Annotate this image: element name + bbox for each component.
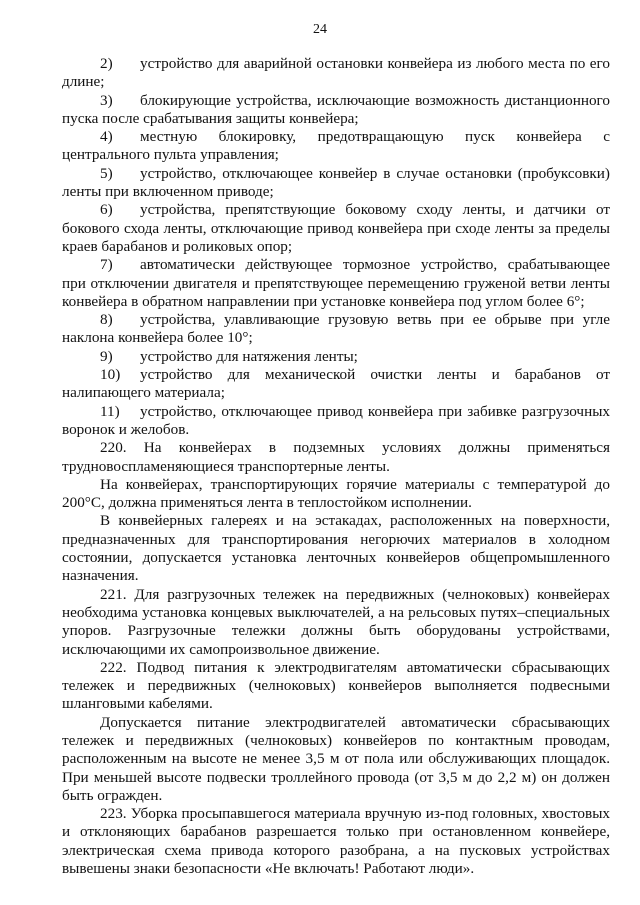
- list-item: [62, 201, 610, 256]
- paragraph-text: 221. Для разгрузочных тележек на передвижных (челноковых) конвейерах необходима установка концевых выключателей, а на рельсовых путях–специальных упоров. Разгрузочные тележки должны быть оборудованы устройствами, исключающими их самопроизвольное движение.: [62, 585, 610, 658]
- paragraph: [62, 476, 610, 513]
- paragraph-text: устройство для аварийной остановки конвейера из любого места по его длине;: [62, 55, 610, 91]
- paragraph: [62, 512, 610, 585]
- paragraph-text: устройство для механической очистки ленты и барабанов от налипающего материала;: [62, 366, 610, 402]
- list-item-number: 7): [100, 256, 113, 274]
- paragraph-text: устройства, улавливающие грузовую ветвь при ее обрыве при угле наклона конвейера более 10°;: [62, 311, 610, 347]
- paragraph-text: На конвейерах, транспортирующих горячие материалы с температурой до 200°C, должна применяться лента в теплостойком исполнении.: [62, 475, 610, 512]
- list-item-number: 9): [100, 347, 113, 365]
- list-item-number: 6): [100, 201, 113, 219]
- list-item-number: 10): [100, 366, 121, 384]
- page-number: 24: [313, 22, 327, 37]
- list-item-number: 3): [100, 91, 113, 109]
- paragraph: [62, 439, 610, 476]
- list-item: [62, 403, 610, 440]
- list-item: [62, 128, 610, 165]
- paragraph-text: Допускается питание электродвигателей автоматически сбрасывающих тележек и передвижных (челноковых) конвейеров по контактным проводам, расположенным на высоте не менее 3,5 м от пола или обслуживающих площадок. При меньшей высоте подвески троллейного провода (от 3,5 м до 2,2 м) он должен быть огражден.: [62, 713, 610, 804]
- paragraph: [62, 714, 610, 805]
- paragraph-text: устройство для натяжения ленты;: [140, 347, 358, 365]
- paragraph-text: 220. На конвейерах в подземных условиях должны применяться трудновоспламеняющиеся транспортерные ленты.: [62, 439, 610, 475]
- list-item: [62, 311, 610, 348]
- paragraph-text: В конвейерных галереях и на эстакадах, расположенных на поверхности, предназначенных для транспортирования негорючих материалов в холодном состоянии, допускается установка ленточных конвейеров общепромышленного назначения.: [62, 512, 610, 585]
- list-item: [62, 55, 610, 92]
- paragraph-text: устройства, препятствующие боковому сходу ленты, и датчики от бокового схода ленты, отключающие привод конвейера при сходе ленты за пределы краев барабанов и роликовых опор;: [62, 201, 610, 255]
- list-item-number: 8): [100, 311, 113, 329]
- list-item-number: 4): [100, 128, 113, 146]
- paragraph-text: местную блокировку, предотвращающую пуск конвейера с центрального пульта управления;: [62, 128, 610, 164]
- paragraph-text: 222. Подвод питания к электродвигателям автоматически сбрасывающих тележек и передвижных (челноковых) конвейеров выполняется подвесными шланговыми кабелями.: [62, 658, 610, 713]
- document-body: [62, 55, 610, 878]
- list-item-number: 2): [100, 55, 113, 72]
- list-item: [62, 256, 610, 311]
- list-item: [62, 165, 610, 202]
- paragraph-text: 223. Уборка просыпавшегося материала вручную из-под головных, хвостовых и отклоняющих барабанов разрешается только при остановленном конвейере, электрическая схема привода которого разобрана, а на пусковых устройствах вывешены знаки безопасности «Не включать! Работают люди».: [62, 805, 610, 878]
- list-item-number: 5): [100, 164, 113, 182]
- paragraph-text: блокирующие устройства, исключающие возможность дистанционного пуска после срабатывания защиты конвейера;: [62, 91, 610, 127]
- list-item-number: 11): [100, 402, 120, 420]
- paragraph-text: автоматически действующее тормозное устройство, срабатывающее при отключении двигателя и препятствующее перемещению груженой ветви ленты конвейера в обратном направлении при установке конвейера под углом более 6°;: [62, 256, 610, 310]
- paragraph-text: устройство, отключающее конвейер в случае остановки (пробуксовки) ленты при включенном приводе;: [62, 164, 610, 201]
- paragraph: [62, 586, 610, 659]
- list-item: [62, 348, 610, 366]
- list-item: [62, 92, 610, 129]
- paragraph-text: устройство, отключающее привод конвейера при забивке разгрузочных воронок и желобов.: [62, 402, 610, 438]
- paragraph: [62, 659, 610, 714]
- paragraph: [62, 805, 610, 878]
- list-item: [62, 366, 610, 403]
